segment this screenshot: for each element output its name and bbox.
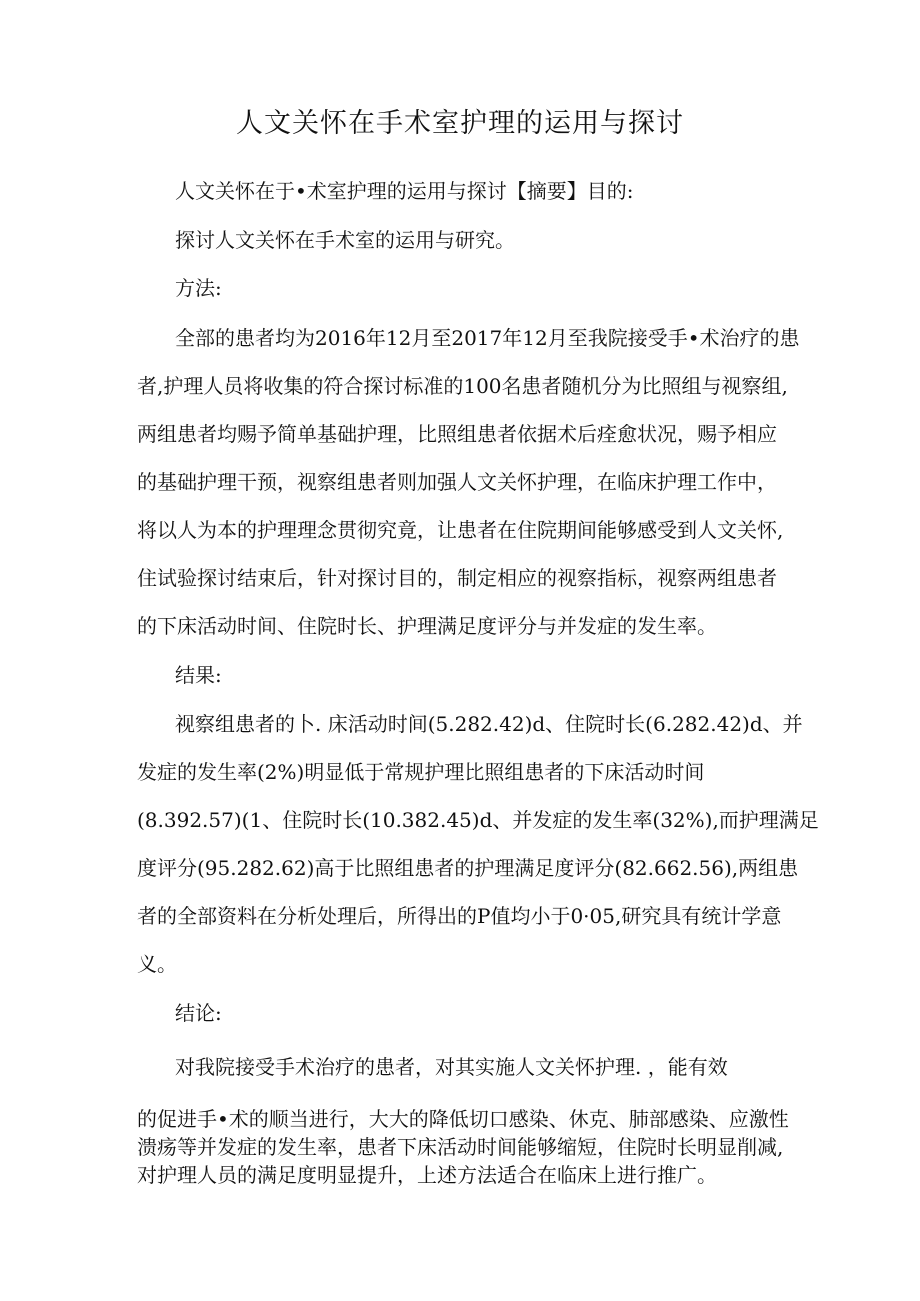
result-text-line: 发症的发生率(2%)明显低于常规护理比照组患者的下床活动时间 (137, 760, 705, 784)
result-text-line: 义。 (137, 952, 177, 976)
method-text-line: 的下床活动时间、住院时长、护理满足度评分与并发症的发生率。 (137, 614, 717, 638)
method-text-line: 的基础护理干预，视察组患者则加强人文关怀护理，在临床护理工作中， (137, 470, 777, 494)
result-text-line: 视察组患者的卜. 床活动时间(5.282.42)d、住院时长(6.282.42)d、并 (175, 712, 803, 736)
method-heading: 方法: (175, 276, 222, 300)
result-heading: 结果: (175, 663, 222, 687)
method-text-line: 两组患者均赐予简单基础护理，比照组患者依据术后痊愈状况，赐予相应 (137, 422, 777, 446)
method-text-line: 者,护理人员将收集的符合探讨标准的100名患者随机分为比照组与视察组, (137, 374, 788, 398)
method-text-line: 全部的患者均为2016年12月至2017年12月至我院接受手•术治疗的患 (175, 326, 800, 350)
result-text-line: 者的全部资料在分析处理后，所得出的P值均小于0·05,研究具有统计学意 (137, 904, 782, 928)
method-text-line: 将以人为本的护理理念贯彻究竟，让患者在住院期间能够感受到人文关怀, (137, 518, 784, 542)
result-text-line: (8.392.57)(1、住院时长(10.382.45)d、并发症的发生率(32%),而护理满足 (137, 808, 819, 832)
conclusion-text-line: 对护理人员的满足度明显提升，上述方法适合在临床上进行推广。 (137, 1163, 717, 1187)
conclusion-text-line: 对我院接受手术治疗的患者，对其实施人文关怀护理. ，能有效 (175, 1055, 728, 1079)
conclusion-heading: 结论: (175, 1001, 222, 1025)
conclusion-text-line: 的促进手•术的顺当进行，大大的降低切口感染、休克、肺部感染、应激性 (137, 1107, 789, 1131)
method-text-line: 住试验探讨结束后，针对探讨目的，制定相应的视察指标，视察两组患者 (137, 566, 777, 590)
result-text-line: 度评分(95.282.62)高于比照组患者的护理满足度评分(82.662.56),两组患 (137, 856, 799, 880)
document-title: 人文关怀在手术室护理的运用与探讨 (236, 108, 684, 139)
purpose-text-line: 探讨人文关怀在手术室的运用与研究。 (175, 228, 515, 252)
abstract-heading-line: 人文关怀在于•术室护理的运用与探讨【摘要】目的: (175, 179, 634, 203)
conclusion-text-line: 溃疡等并发症的发生率，患者下床活动时间能够缩短，住院时长明显削减, (137, 1135, 784, 1159)
